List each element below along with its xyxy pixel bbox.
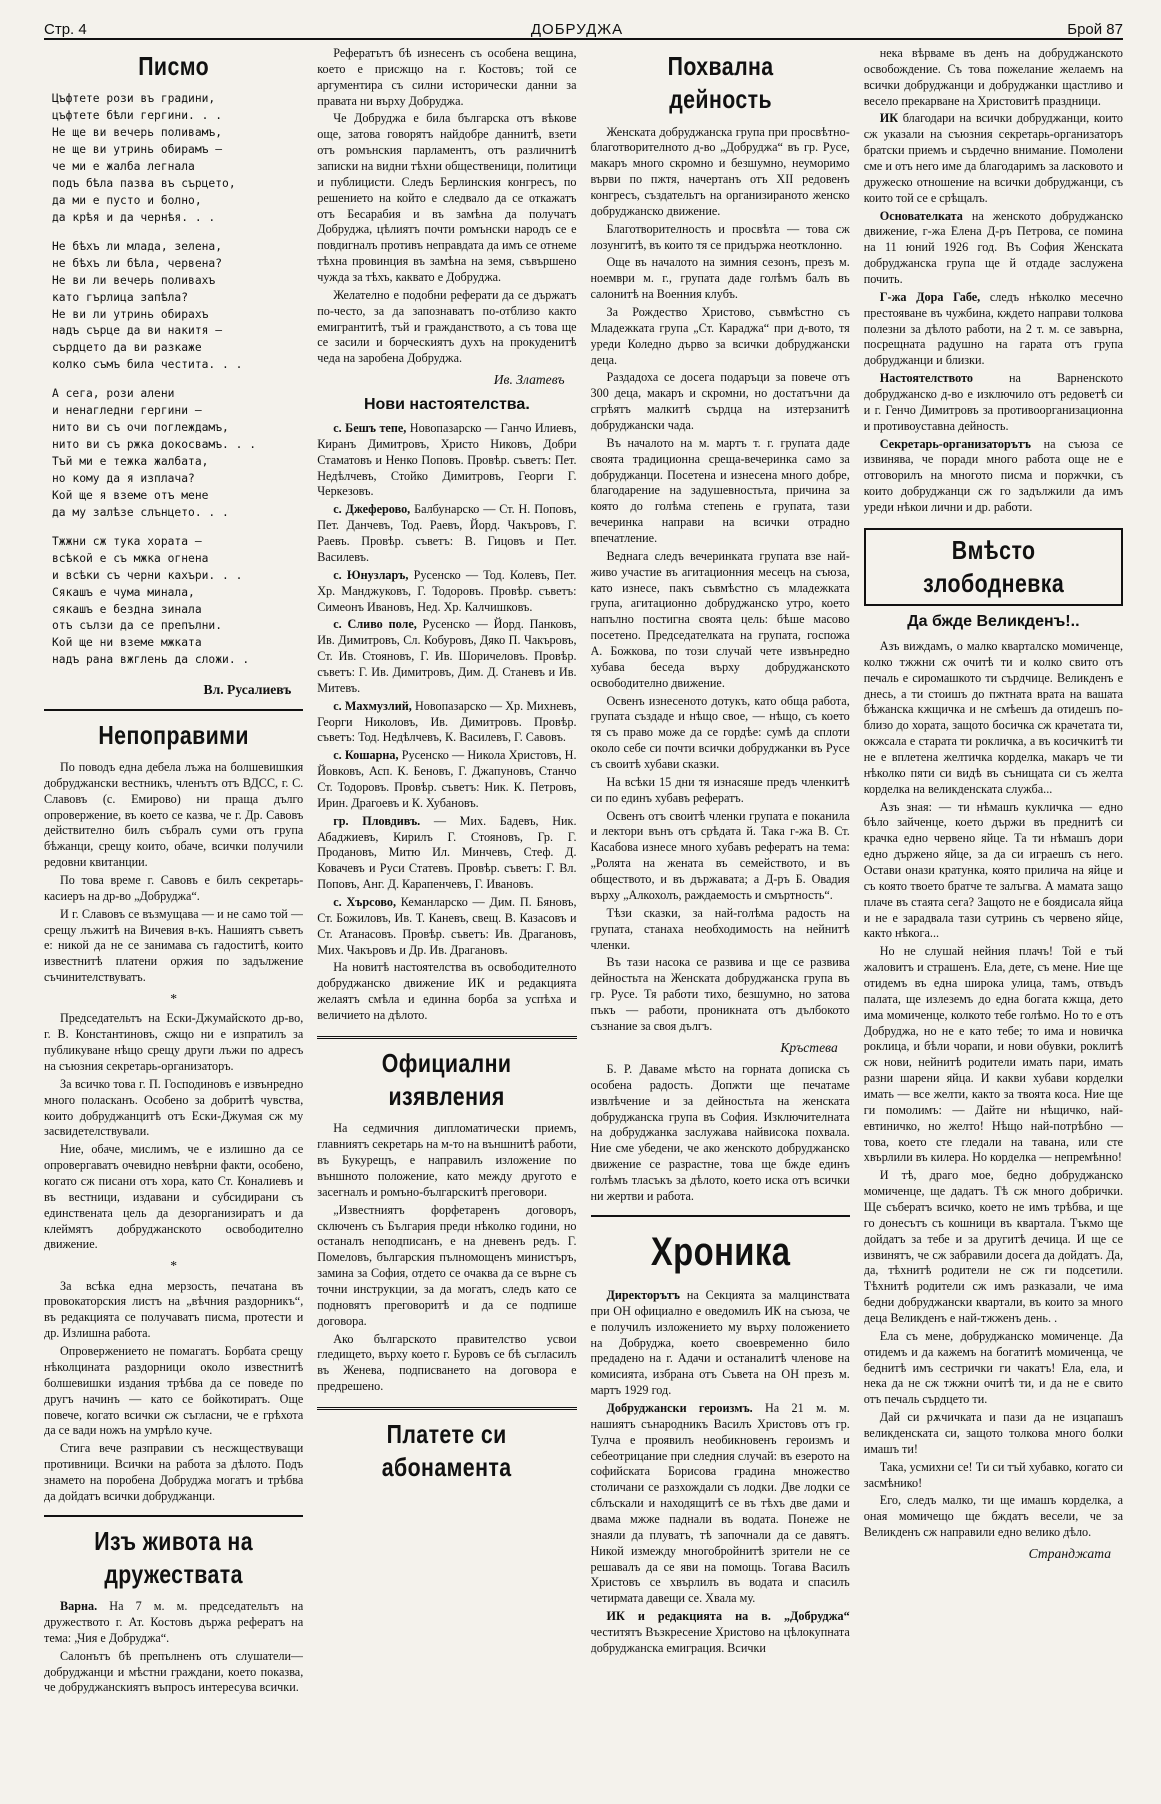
boards-list (317, 421, 576, 958)
paragraph: И тѣ, драго мое, бедно добруджанско момиченце, ще дадатъ. Тѣ сж много добрички. Ще събератъ всичко, което не имъ трѣбва, и ще го донесътъ съ кошници въ квартала. Тъкмо ще дойдатъ за тебе и за другитѣ дечица. И ще се извинятъ, че сж забравили досега да дойдатъ. Да, да, тѣхнитѣ родители не сж ги подсетили. Тѣхнитѣ родители сж имъ разказали, че има бедни добруджански квартали, въ които за много деца Великденъ е най-тжженъ день. . (863, 1168, 1123, 1326)
separator-star: * (170, 1258, 178, 1274)
poem-line: цъфтете бѣли гергини. . . (52, 109, 223, 123)
item-text: Кеманларско — Дим. П. Бяновъ, Ст. Божиловъ, Ив. Т. Каневъ, свещ. В. Казасовъ и Ст. Атанасовъ. Провѣр. съветъ: Ив. Драгановъ, Мих. Чакъровъ и Др. Ив. Драгановъ. (317, 894, 577, 957)
paragraph: За Рождество Христово, съвмѣстно съ Младежката група „Ст. Караджа“ при д-вото, тя уреди Коледно дърво за всички добруджански деца. (590, 304, 850, 367)
item-text: Русенско — Йорд. Панковъ, Ив. Димитровъ, Сл. Кобуровъ, Дяко П. Чакъровъ, Ст. Ив. Стояновъ, Г. Ив. Шоричеловъ. Провѣр. съветъ: Г. Ив. Димитровъ, Дим. Д. Станевъ и Ив. Митевъ. (317, 617, 577, 695)
poem-line: отъ сълзи да се препълни. (52, 619, 223, 633)
subscription-banner: Платете си абонамента (382, 1418, 512, 1483)
item-lead: Добруджански героизмъ. (606, 1400, 753, 1415)
poem-author: Вл. Русалиевъ (203, 682, 292, 698)
item-lead: Варна. (60, 1599, 98, 1614)
item-lead: Секретарь-организаторътъ (879, 436, 1031, 451)
poem-line: не бѣхъ ли бѣла, червена? (52, 256, 223, 270)
poem-line: надъ сърце да ви накитя — (52, 324, 223, 338)
poem (52, 91, 303, 669)
paragraph: Женската добруджанска група при просвѣтно-благотворителното д-во „Добруджа“ въ гр. Русе, макаръ много скромно и безшумно, неуморимо върви по пжтя, начертанъ отъ XII редовенъ конгресъ, създательтъ на организираното женско добруджанско движение. (590, 124, 850, 218)
paragraph: На всѣки 15 дни тя изнасяше предъ членкитѣ си по единъ хубавъ рефератъ. (590, 774, 850, 805)
paragraph: Стига вече разправии съ несжществуващи противници. Всички на работа за дѣлото. Подъ знамето на поробена Добруджа могатъ и трѣбва да дойдатъ всички добруджанци. (44, 1441, 304, 1503)
paragraph: Его, следъ малко, ти ще имашъ корделка, а оная момичещо ще бждатъ весели, че за Великденъ сж направили едно велико дѣло. (863, 1493, 1123, 1540)
section-title-praise: Похвална дейность (667, 51, 774, 115)
item-text: На 7 м. м. председательтъ на дружеството г. Ат. Костовъ държа рефератъ на тема: „Чия е Добруджа“. (44, 1599, 304, 1645)
paragraph: Председательтъ на Ески-Джумайското др-во, г. В. Константиновъ, сжщо ни е изпратилъ за публикуване нѣщо срещу други лъжи по адресъ на съюзния секретарь-организаторъ. (44, 1011, 304, 1073)
paragraph: И г. Славовъ се възмущава — и не само той — срещу лъжитѣ на Вичевия в-къ. Нашиятъ съветъ е: никой да не се занимава съ гадоститѣ, които известнитѣ платени оржия по задължение съчинителствуватъ. (44, 906, 304, 985)
editor-note: Б. Р. Даваме мѣсто на горната дописка съ особена радость. Допжти ще печатаме извлѣчение и за дейностьта на женската добруджанска група въ София. Изключителната на добруджанка заслужава найвисока похвала. Ние сме убедени, че ако женското добруджанско движение се разрастне, това ще бжде единъ голѣмъ тласъкъ за дѣлото, което иска отъ всички ни жертви и работа. (590, 1062, 850, 1203)
news-item (317, 617, 576, 696)
poem-line: Кой ще я вземе отъ мене (52, 488, 209, 502)
item-text: Салонътъ бѣ препълненъ отъ слушатели—добруджанци и мѣстни граждани, което показва, че добруджанскиятъ въпросъ интересува всички. (44, 1648, 304, 1695)
poem-line: сърдцето да ви разкаже (52, 341, 202, 355)
paragraph: Ако българското правителство усвои гледището, върху което г. Буровъ се бѣ съгласилъ въ Женева, подписването на договора е предрешено. (317, 1331, 577, 1394)
poem-line: Тъй ми е тежка жалбата, (52, 455, 209, 469)
paragraph: Тѣзи сказки, за най-голѣма радость на групата, станаха необходимость на нейнитѣ членки. (590, 905, 850, 952)
news-item (317, 895, 576, 958)
story-body (864, 639, 1123, 1541)
news-item (864, 371, 1123, 434)
item-text: — Мих. Бадевъ, Ник. Абаджиевъ, Кирилъ Г. Стояновъ, Гр. Г. Продановъ, Митю Ил. Минчевъ, Стеф. Д. Ковачевъ и Руси Статевъ. Провѣр. съветъ: Г. Вл. Поповъ, Анг. Д. Карапенчевъ, Г. Ивановъ. (317, 813, 577, 892)
news-item (44, 1649, 303, 1697)
poem-line: Не бѣхъ ли млада, зелена, (52, 239, 223, 253)
news-item (317, 568, 576, 616)
poem-line: сякашъ е бездна зинала (52, 602, 202, 616)
poem-line: да му залѣзе слънцето. . . (52, 505, 229, 519)
paragraph: Благотворителность и просвѣта — това сж лозунгитѣ, въ които тя се придържа неотклонно. (590, 221, 850, 252)
paragraph: Дай си рѫчичката и пази да не изцапашъ великденската си, защото толкова много болки имашъ ти! (863, 1410, 1123, 1456)
poem-stanza (52, 91, 303, 227)
item-lead: с. Хърсово, (333, 894, 396, 909)
section-title-chronicle: Хроника (650, 1229, 790, 1274)
section-title-official: Официални изявления (382, 1047, 512, 1112)
item-lead: гр. Пловдивъ. (333, 813, 421, 828)
poem-stanza (52, 534, 303, 670)
poem-line: да крѣя и да чернѣя. . . (52, 210, 216, 224)
item-lead: ИК и редакцията на в. „Добруджа“ (606, 1609, 850, 1624)
poem-line: нито ви съ очи поглеждамъ, (52, 421, 229, 435)
news-item (317, 699, 576, 747)
item-lead: Основателката (879, 208, 963, 223)
poem-line: Не ще ви вечерь поливамъ, (52, 126, 223, 140)
paragraph: Така, усмихни се! Ти си тъй хубавко, когато си засмѣнико! (863, 1459, 1123, 1490)
article-lecture (317, 46, 576, 367)
item-text: на женското добруджанско движение, г-жа Елена Д-ръ Петрова, се помина на 11 юний 1926 год. Въ София Женската добруджанска група ще й отдаде заслужена почить. (863, 208, 1123, 287)
item-text: на съюза се извинява, че поради много работа още не е отговорилъ на многото писма и поржчки, съ които добруджанци сж го задължили да имъ уреди нѣкои лични и др. работи. (863, 436, 1123, 515)
poem-line: Тжжни сж тука хората — (52, 534, 202, 548)
poem-line: Не ви ли утринь обирахъ (52, 307, 209, 321)
poem-line: всѣкой е съ мжка огнена (52, 551, 209, 565)
item-text: Балбунарско — Ст. Н. Поповъ, Пет. Данчевъ, Тод. Раевъ, Йорд. Чакъровъ, Г. Раевъ. Провѣр. съветъ: В. Гицовъ и Пет. Василевъ. (317, 502, 577, 564)
chronicle-items (864, 111, 1123, 515)
column-1 (44, 46, 303, 1804)
news-item (864, 111, 1123, 206)
issue-number: Брой 87 (1067, 21, 1123, 38)
article-societies (44, 1599, 303, 1696)
paragraph: нека вѣрваме въ денъ на добруджанското освобождение. Съ това пожелание желаемъ на всички добруджанци и добруджанки щастливо и весело прекарване на Христовитѣ праздници. (863, 46, 1123, 108)
news-item (317, 502, 576, 565)
poem-stanza (52, 239, 303, 375)
item-text: На 21 м. м. нашиятъ сънародникъ Василъ Христовъ отъ гр. Тулча е проявилъ необикновенъ героизмъ и себеотрицание при следния случай: въ езерото на софийската Борисова градина множество столичани се разхождали съ лодки. Две лодки се сблъскали и находящитѣ се въ тѣхъ две дами и двама мжже паднали въ водата. Понеже не знаяли да плуватъ, тѣ започнали да се давятъ. Никой измежду многобройнитѣ зрители не се решавалъ да се яви на помощь. Тогава Василъ Христовъ се хвърлилъ въ водата и спасилъ четирмата давещи се. Хвала му. (590, 1400, 850, 1606)
item-text: на Секцията за малцинствата при ОН официално е оведомилъ ИК на съюза, че е получилъ изложението му върху положението на Добруджа, което своевременно било предадено на г. Адачи и останалитѣ членове на комисията, избрана отъ Съвета на ОН презъ м. мартъ 1929 год. (590, 1287, 850, 1398)
poem-line: но кому да я изплача? (52, 471, 195, 485)
paragraph: По това време г. Савовъ е билъ секретарь-касиеръ на др-во „Добруджа“. (44, 872, 304, 903)
news-item (317, 814, 576, 893)
news-item (317, 748, 576, 811)
paragraph: Освенъ отъ своитѣ членки групата е поканила и лектори вънъ отъ срѣдата й. Така г-жа В. Ст. Касабова изнесе много хубавъ рефератъ на тема: „Ролята на жената въ семейството, и въ обществото, и въ държавата; а Д-ръ Б. Овадия върху „Алкохолъ, раждаемость и смъртность“. (590, 808, 850, 902)
poem-stanza (52, 386, 303, 522)
column-2 (317, 46, 576, 1804)
paragraph: Ела съ мене, добруджанско момиченце. Да отидемъ и да кажемъ на богатитѣ момиченца, че беднитѣ имъ сестрички ги чакатъ! Ела, ела, и нека да не сж тжжни очитѣ ти, и да не е свито отъ печаль сърдцето ти. (863, 1328, 1123, 1407)
news-item (591, 1288, 850, 1399)
item-lead: Г-жа Дора Габе, (879, 289, 981, 304)
item-lead: с. Джеферово, (333, 502, 411, 517)
poem-line: Кой ще ни вземе мжката (52, 636, 202, 650)
paragraph: Ние, обаче, мислимъ, че е излишно да се опровергаватъ очевидно невѣрни факти, особено, когато сж писани отъ хора, като Ст. Коналиевъ и въ вестници, издавани и субсидирани съ единствената цель да дезорганизиратъ и да клеймятъ добруджанското освободително движение. (44, 1142, 304, 1252)
poem-line: Сякашъ е чума минала, (52, 585, 195, 599)
separator-star: * (170, 990, 178, 1006)
poem-line: Не ви ли вечерь поливахъ (52, 273, 216, 287)
article-nepopravimi-b (44, 1011, 303, 1253)
item-lead: с. Кошарна, (333, 748, 399, 763)
story-subtitle: Да бжде Великденъ!.. (907, 613, 1080, 631)
paragraph: Но не слушай нейния плачъ! Той е тъй жаловитъ и страшенъ. Ела, дете, съ мене. Ние ще отидемъ въ една широка улица, тамъ, отвъдъ палата, ще излеземъ до една богата кжща, дето има момиченце, колкото тебе голѣмо. Но то е отъ Добруджа, но не е като тебе; то има и новичка роклица, и бѣли чорапи, и нови обувки, роклитѣ сж нови, нейнитѣ родители имать пари, имать разни шарени яйца. И какви хубави корделки имать — все желти, както за твоята коса. Ние ще ги помолимъ: — Дайте ни нѣщичко, най-евтиничко, но желто! Нѣщо най-потрѣбно — това, което сте гледали на тавана, или сте хвърлили въ килера. Но корделка — непремѣнно! (863, 944, 1123, 1165)
poem-line: да ми е пусто и болно, (52, 193, 202, 207)
paragraph: Азъ виждамъ, о малко кварталско момиченце, колко тжжни сж очитѣ ти и колко свито отъ печаль е сиромашкото ти сърдчице. Великденъ е днесь, а ти стоишъ до пжтната врата на вашата бѣжанска кжщичка и не смѣешъ да отидешъ по-близо до хората, защото босичка сж крачетата ти, окжсала е старата ти рокличка, а въ косичкитѣ ти не е вплетена желтичка корделка, макаръ че ти нѣколко пяти си видѣ въ сънищата си съ желта корделка на великденската служба... (863, 638, 1123, 796)
news-item (591, 1401, 850, 1607)
story-signature: Странджата (1028, 1546, 1111, 1562)
news-item (864, 209, 1123, 288)
article-praise (591, 125, 850, 1035)
column-3 (591, 46, 850, 1804)
paragraph: На седмичния дипломатически приемъ, главниятъ секретарь на м-то на външнитѣ работи, въ Букурещъ, е направилъ изложение по външното положение, като между другото е засегналъ и ромъно-българскитѣ преговори. (317, 1121, 577, 1199)
poem-line: Цъфтете рози въ градини, (52, 92, 216, 106)
article-nepopravimi-c (44, 1279, 303, 1505)
news-item (44, 1599, 303, 1647)
boards-close: На новитѣ настоятелства въ освободителното добруджанско движение ИК и редакцията желаятъ смѣла и единна борба за успѣха и величието на дѣлото. (317, 960, 577, 1022)
poem-line: подъ бѣла пазва въ сърцето, (52, 176, 236, 190)
paragraph: Че Добруджа е била българска отъ вѣкове още, затова говорятъ найдобре даннитѣ, взети отъ ромънския парламентъ, отъ различнитѣ записки на видни тѣхни общественици, политици и публицисти. Следъ Берлинския конгресъ, по решението на който е следвало да се откажатъ отъ Бесарабия и въ замѣна да получатъ Добруджа, цѣлиятъ почти ромънски народъ се е повдигналъ противъ неправдата да имъ се отнеме тѣхна провинция въ замѣна на земя, съвършено чужда за тѣхъ, каквато е Добруджа. (317, 111, 577, 285)
item-lead: с. Махмузлий, (333, 698, 412, 713)
paragraph: „Известниятъ форфетаренъ договоръ, сключенъ съ България преди нѣколко години, но останалъ неподписанъ, е на дневенъ редъ. Г. Помеловъ, българския пълномощенъ министъръ, замина за София, отдето се очаква да се върне съ точни инструкции, за да могатъ, следъ като се подновятъ преговоритѣ и да се подпише договора. (317, 1202, 577, 1328)
item-lead: ИК (879, 111, 899, 126)
poem-line: А сега, рози алени (52, 387, 175, 401)
chronicle-list (591, 1288, 850, 1657)
paragraph: Рефератътъ бѣ изнесенъ съ особена вещина, което е присжщо на г. Костовъ; той се аргументира съ силни исторически данни за правата ни върху Добруджа. (317, 46, 577, 108)
paragraph: Освенъ изнесеното дотукъ, като обща работа, групата създаде и нѣщо свое, — нѣщо, съ което тя съ право може да се гордѣе: сумѣ да сплоти около себе си почти всички добруджанки въ Русе съ своитѣ хубави сказки. (590, 693, 850, 772)
chronicle-continued (864, 46, 1123, 109)
paragraph: За всѣка една мерзость, печатана въ провокаторския листъ на „вѣчния раздорникъ“, въ редакцията се получаватъ писма, протести и др. Излишна работа. (44, 1278, 304, 1341)
item-text: Русенско — Никола Христовъ, Н. Йовковъ, Асп. К. Беновъ, Г. Джапуновъ, Станчо Ст. Тодоровъ. Провѣр. съветъ: Ник. К. Петровъ, Ирин. Драгоевъ и К. Хубановъ. (317, 748, 577, 810)
boards-title: Нови настоятелства. (363, 395, 530, 413)
page-header (44, 16, 1123, 40)
paragraph: Въ началото на м. мартъ т. г. групата даде своята традиционна среща-вечеринка само за добруджанци. Посетена и изнесена много добре, благодарение на задушевностьта, причина за която до голѣма степень е групата, тази вечеринка направи на всички отрадно впечатление. (590, 435, 850, 546)
column-4 (864, 46, 1123, 1804)
paragraph: Азъ зная: — ти нѣмашъ кукличка — едно бѣло зайченце, което държи въ преднитѣ си крачка едно червено яйце. Та ти нѣмашъ дори едно държено яйце, за да си играешъ съ него. Остави онази кратунка, която прилича на яйце и съ която твоето братче те залъгва. А мамата защо плаче въ стаята сега? Защото не е боядисала яйца и не е зарадвала тази сутринь съ червено яйце, както нѣкога... (863, 799, 1123, 941)
paragraph: Още въ началото на зимния сезонъ, презъ м. ноември м. г., групата даде голѣмъ балъ въ салонитѣ на Военния клубъ. (590, 255, 850, 302)
paragraph: Желателно е подобни реферати да се държатъ по-често, за да запознаватъ по-отблизо както емигрантитѣ, тъй и гражданството, а съ това ще се засили и борческиятъ духъ на прокуденитѣ чеда на заробена Добруджа. (317, 287, 577, 366)
paragraph: Опровержението не помагатъ. Борбата срещу нѣколцината раздорници около известнитѣ болшевишки издания трѣбва да се поведе по другъ начинъ — като се бойкотиратъ. Още повече, когато всички сж съгласни, че е грѣхота да се вади ножъ на умрѣло куче. (44, 1344, 304, 1438)
poem-line: не ще ви утринь обирамъ — (52, 143, 223, 157)
page-number: Стр. 4 (44, 21, 87, 38)
poem-line: и всѣки съ черни кахъри. . . (52, 568, 243, 582)
poem-line: и ненагледни гергини — (52, 404, 202, 418)
poem-line: че ми е жалба легнала (52, 160, 195, 174)
item-text: честитятъ Възкресение Христово на цѣлокупната добруджанска емиграция. Всички (590, 1625, 850, 1655)
article-nepopravimi (44, 760, 303, 986)
paragraph: Веднага следъ вечеринката групата взе най-живо участие въ агитационния месецъ на съюза, като изнесе, пакъ съвмѣстно съ младежката група, агитационно добруджанско утро, което напълно постигна своята цель: бѣше масово посетено. Председателката на групата, госпожа А. Божкова, по този случай чете извънредно хубава беседа върху добруджанското освободително движение. (590, 548, 850, 690)
item-lead: Настоятелството (879, 371, 973, 386)
paragraph: Раздадоха се досега подаръци за повече отъ 300 деца, макаръ и скромни, но достатъчни да сгрѣятъ малкитѣ сърдца на изтерзанитѣ добруджански чада. (590, 370, 850, 432)
poem-line: надъ рана вжглень да сложи. . (52, 653, 250, 667)
item-text: следъ нѣколко месечно престояване въ чужбина, кждето направи толкова полезни за дѣлото работи, на 2 т. м. се завърна, посрещната радушно на гарата отъ група добруджанци и близки. (863, 289, 1123, 368)
poem-line: колко съмъ била честита. . . (52, 358, 243, 372)
story-title: Вмѣсто злободневка (922, 534, 1064, 599)
news-item (864, 290, 1123, 369)
paragraph: По поводъ една дебела лъжа на болшевишкия добруджански вестникъ, членътъ отъ ВДСС, г. С. Славовъ (с. Емирово) ни праща дълго опровержение, въ което се казва, че г. Др. Савовъ действително билъ събралъ суми отъ група бѣжанци, срещу които, обаче, всички получили редовни квитанции. (44, 759, 304, 870)
news-item (591, 1609, 850, 1657)
masthead-title: ДОБРУДЖА (530, 21, 624, 38)
paragraph: Въ тази насока се развива и ще се развива дейностьта на Женската добруджанска група въ гр. Русе. Тя работи тихо, безшумно, но затова пъкъ — работи, проникната отъ дълбокото съзнание за своя дългъ. (590, 955, 850, 1033)
poem-title: Писмо (138, 51, 210, 81)
praise-signature: Кръстева (780, 1039, 838, 1055)
article-official (317, 1121, 576, 1395)
item-text: Новопазарско — Хр. Михневъ, Георги Николовъ, Ив. Димитровъ. Провѣр. съветъ: Тод. Недѣлчевъ, К. Василевъ, Г. Савовъ. (317, 698, 577, 745)
item-lead: Директорътъ (606, 1287, 681, 1302)
poem-line: нито ви съ ржка докосвамъ. . . (52, 438, 257, 452)
item-text: Русенско — Тод. Колевъ, Пет. Хр. Манджуковъ, Г. Тодоровъ. Провѣр. съветъ: Симеонъ Ивановъ, Нед. Хр. Калчишковъ. (317, 567, 577, 614)
item-text: Новопазарско — Ганчо Илиевъ, Киранъ Димитровъ, Христо Никовъ, Добри Стаматовъ и Ненко Поповъ. Провѣр. съветъ: Пет. Недѣлчевъ, Стойко Димитровъ, Георги Г. Черкезовъ. (317, 421, 577, 499)
item-lead: с. Бешъ тепе, (333, 421, 407, 436)
lecture-signature: Ив. Златевъ (493, 372, 565, 388)
item-lead: с. Сливо поле, (333, 617, 417, 632)
item-text: на Варненското добруджанско д-во е изключило отъ редоветѣ си и г. Генчо Димитровъ за противоорганизационна и противоуставна дейность. (863, 371, 1123, 433)
story-header-box (864, 528, 1123, 607)
section-title-nepopravimi: Непоправими (98, 719, 249, 750)
paragraph: За всичко това г. П. Господиновъ е извънредно много поласканъ. Особено за добритѣ чувства, които добруджанцитѣ отъ Ески-Джумая сж му засвидетелствували. (44, 1076, 304, 1139)
poem-line: като гърлица запѣла? (52, 290, 189, 304)
news-item (317, 421, 576, 500)
news-item (864, 437, 1123, 516)
item-lead: с. Юнузларъ, (333, 567, 409, 582)
section-title-societies: Изъ живота на дружествата (94, 1525, 253, 1589)
item-text: благодари на всички добруджанци, които сж указали на съюзния секретарь-организаторъ братски приемъ и сърдечно внимание. Помолени сме и отъ него име да благодаримъ за ласковото и дружеско отношение на всички добруджанци, съ които той се е срѣщалъ. (863, 111, 1123, 205)
